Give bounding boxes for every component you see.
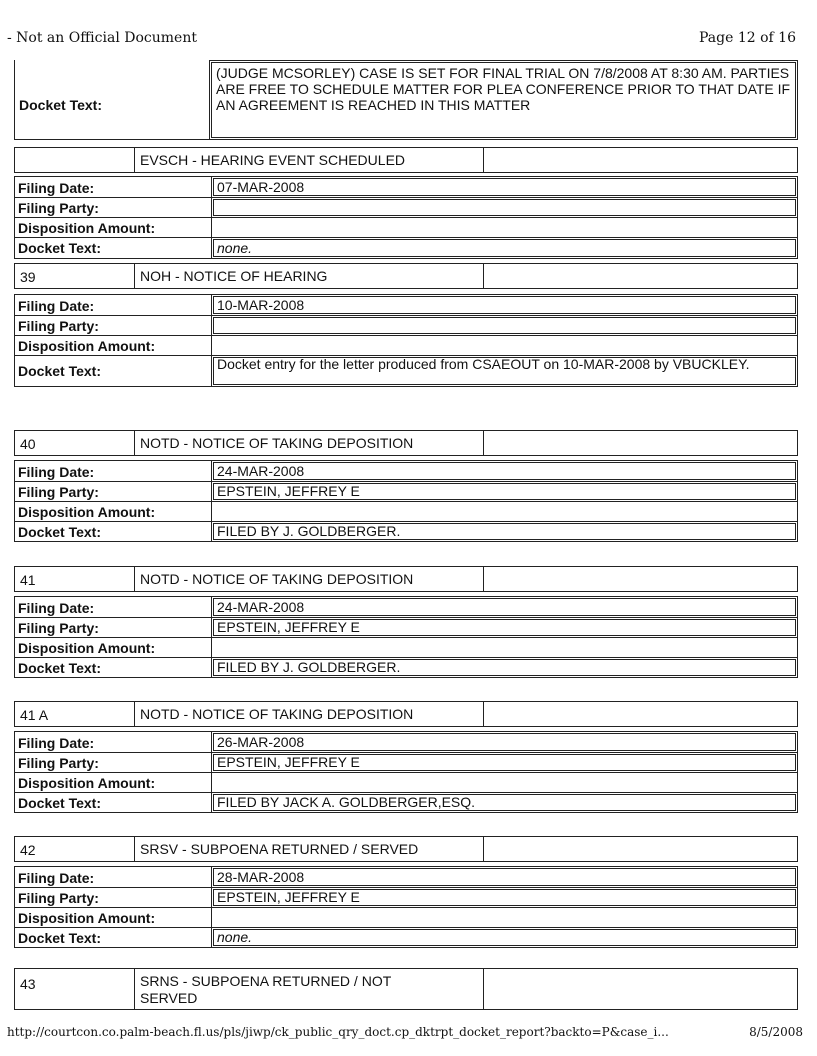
disposition-amount-label: Disposition Amount: (18, 640, 156, 656)
filing-date-value: 26-MAR-2008 (217, 734, 305, 750)
filing-date-value: 07-MAR-2008 (217, 179, 305, 195)
filing-date-label: Filing Date: (18, 600, 95, 616)
entry-number: 42 (20, 842, 36, 858)
disposition-amount-label: Disposition Amount: (18, 338, 156, 354)
docket-entry (14, 147, 798, 259)
docket-text-label: Docket Text: (18, 524, 101, 540)
docket-text-value: Docket entry for the letter produced from CSAEOUT on 10-MAR-2008 by VBUCKLEY. (217, 356, 750, 372)
page-number: Page 12 of 16 (699, 30, 796, 46)
docket-text-value: FILED BY J. GOLDBERGER. (217, 523, 401, 539)
entry-number: 41 (20, 572, 36, 588)
filing-party-label: Filing Party: (18, 200, 99, 216)
docket-text-block (14, 60, 798, 140)
disposition-amount-label: Disposition Amount: (18, 910, 156, 926)
filing-date-label: Filing Date: (18, 298, 95, 314)
event-description: NOTD - NOTICE OF TAKING DEPOSITION (140, 571, 414, 587)
filing-date-value: 24-MAR-2008 (217, 599, 305, 615)
filing-party-value: EPSTEIN, JEFFREY E (217, 754, 360, 770)
docket-entry (14, 968, 798, 1010)
filing-party-value: EPSTEIN, JEFFREY E (217, 889, 360, 905)
filing-date-label: Filing Date: (18, 180, 95, 196)
entry-number: 43 (20, 976, 36, 992)
event-description-line1: SRNS - SUBPOENA RETURNED / NOT (140, 973, 392, 989)
docket-text-label: Docket Text: (18, 363, 101, 379)
disposition-amount-label: Disposition Amount: (18, 775, 156, 791)
event-description-line2: SERVED (140, 990, 198, 1006)
entry-number: 41 A (20, 707, 49, 723)
event-description: NOTD - NOTICE OF TAKING DEPOSITION (140, 706, 414, 722)
docket-text-label: Docket Text: (18, 795, 101, 811)
event-description: SRSV - SUBPOENA RETURNED / SERVED (140, 841, 419, 857)
filing-date-label: Filing Date: (18, 870, 95, 886)
filing-date-label: Filing Date: (18, 735, 95, 751)
docket-entry (14, 430, 798, 542)
docket-text-value: FILED BY J. GOLDBERGER. (217, 659, 401, 675)
page-header-left: - Not an Official Document (7, 30, 197, 46)
docket-text-value: FILED BY JACK A. GOLDBERGER,ESQ. (217, 794, 476, 810)
docket-text-label: Docket Text: (18, 930, 101, 946)
filing-date-label: Filing Date: (18, 464, 95, 480)
filing-party-value: EPSTEIN, JEFFREY E (217, 619, 360, 635)
docket-text-label: Docket Text: (19, 97, 102, 113)
docket-text-value: (JUDGE MCSORLEY) CASE IS SET FOR FINAL TRIAL ON 7/8/2008 AT 8:30 AM. PARTIES ARE FREE TO SCHEDULE MATTER FOR PLEA CONFERENCE PRIOR TO THAT DATE IF AN AGREEMENT IS REACHED IN THIS MATTER (216, 65, 791, 113)
filing-party-label: Filing Party: (18, 318, 99, 334)
docket-entry (14, 701, 798, 813)
filing-party-label: Filing Party: (18, 755, 99, 771)
disposition-amount-label: Disposition Amount: (18, 220, 156, 236)
docket-entry (14, 836, 798, 948)
entry-number: 40 (20, 436, 36, 452)
docket-text-value: none. (217, 240, 253, 256)
filing-date-value: 28-MAR-2008 (217, 869, 305, 885)
print-date: 8/5/2008 (749, 1025, 803, 1039)
event-description: NOH - NOTICE OF HEARING (140, 268, 328, 284)
docket-text-value: none. (217, 929, 253, 945)
filing-party-label: Filing Party: (18, 484, 99, 500)
filing-party-label: Filing Party: (18, 890, 99, 906)
event-description: EVSCH - HEARING EVENT SCHEDULED (140, 152, 406, 168)
docket-text-label: Docket Text: (18, 660, 101, 676)
docket-entry (14, 263, 798, 387)
filing-date-value: 24-MAR-2008 (217, 463, 305, 479)
event-description: NOTD - NOTICE OF TAKING DEPOSITION (140, 435, 414, 451)
page-url: http://courtcon.co.palm-beach.fl.us/pls/jiwp/ck_public_qry_doct.cp_dktrpt_docket_report?backto=P&case_i... (7, 1025, 669, 1039)
docket-entry (14, 566, 798, 678)
entry-number: 39 (20, 269, 36, 285)
disposition-amount-label: Disposition Amount: (18, 504, 156, 520)
filing-party-value: EPSTEIN, JEFFREY E (217, 483, 360, 499)
filing-party-label: Filing Party: (18, 620, 99, 636)
docket-text-label: Docket Text: (18, 240, 101, 256)
filing-date-value: 10-MAR-2008 (217, 297, 305, 313)
